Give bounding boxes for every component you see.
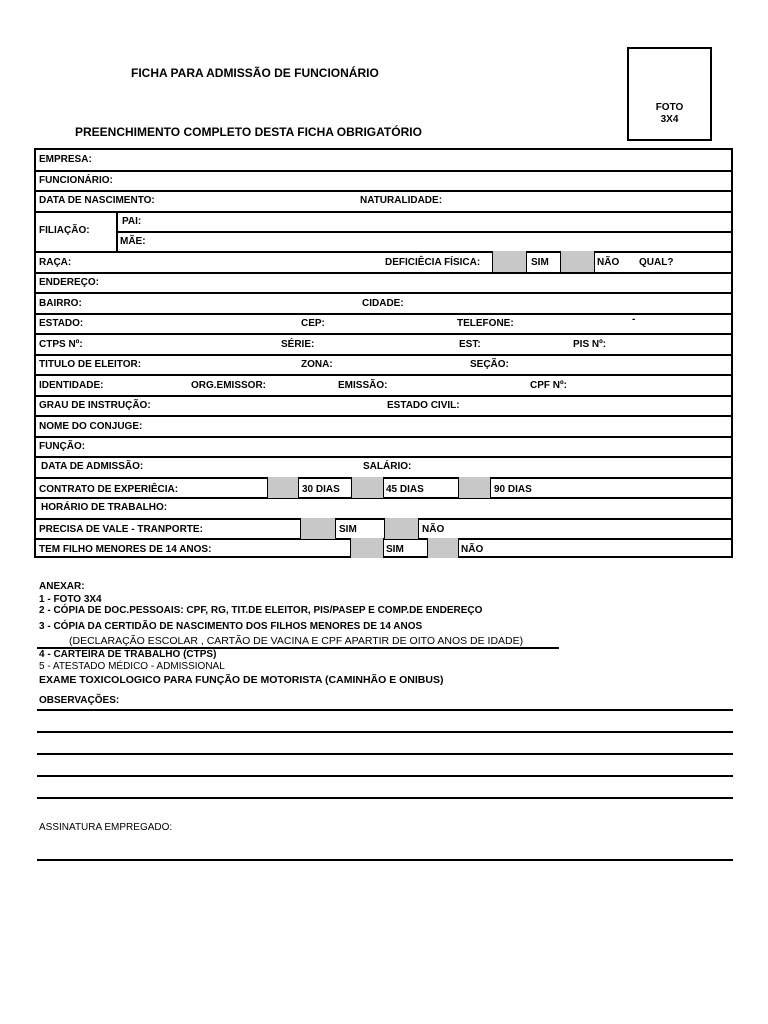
photo-size-label: 3X4 <box>660 114 679 125</box>
horario-label: HORÁRIO DE TRABALHO: <box>41 502 168 513</box>
observacoes-line[interactable] <box>37 775 733 777</box>
deficiencia-nao-checkbox[interactable] <box>560 251 595 272</box>
emissao-label: EMISSÃO: <box>338 380 388 391</box>
anexar-item: 4 - CARTEIRA DE TRABALHO (CTPS) <box>39 649 217 660</box>
contrato-45-checkbox[interactable] <box>351 477 384 498</box>
data-admissao-label: DATA DE ADMISSÃO: <box>41 461 144 472</box>
serie-label: SÉRIE: <box>281 339 315 350</box>
anexar-item: 1 - FOTO 3X4 <box>39 594 102 605</box>
observacoes-line[interactable] <box>37 731 733 733</box>
contrato-90-checkbox[interactable] <box>458 477 491 498</box>
anexar-item: 3 - CÓPIA DA CERTIDÃO DE NASCIMENTO DOS FILHOS MENORES DE 14 ANOS <box>39 621 423 632</box>
anexar-item: EXAME TOXICOLOGICO PARA FUNÇÃO DE MOTORISTA (CAMINHÃO E ONIBUS) <box>39 674 444 686</box>
zona-label: ZONA: <box>301 359 333 370</box>
filhos-sim-checkbox[interactable] <box>350 538 384 558</box>
observacoes-line[interactable] <box>37 797 733 799</box>
photo-box <box>627 47 712 141</box>
anexar-item-note: (DECLARAÇÃO ESCOLAR , CARTÃO DE VACINA E CPF APARTIR DE OITO ANOS DE IDADE) <box>69 635 524 647</box>
birth-date-label: DATA DE NASCIMENTO: <box>39 195 155 206</box>
contrato-90-label: 90 DIAS <box>494 484 532 495</box>
vale-nao-checkbox[interactable] <box>384 518 419 539</box>
bairro-label: BAIRRO: <box>39 298 82 309</box>
filhos-nao-checkbox[interactable] <box>427 538 459 558</box>
vale-sim-checkbox[interactable] <box>300 518 336 539</box>
funcionario-label: FUNCIONÁRIO: <box>39 175 113 186</box>
conjuge-label: NOME DO CONJUGE: <box>39 421 143 432</box>
telefone-dash: - <box>632 314 636 325</box>
contrato-30-label: 30 DIAS <box>302 484 340 495</box>
observacoes-line[interactable] <box>37 709 733 711</box>
salario-label: SALÁRIO: <box>363 461 412 472</box>
cidade-label: CIDADE: <box>362 298 404 309</box>
observacoes-line[interactable] <box>37 753 733 755</box>
observacoes-label: OBSERVAÇÕES: <box>39 695 120 706</box>
photo-label: FOTO <box>655 102 684 113</box>
assinatura-label: ASSINATURA EMPREGADO: <box>39 822 173 833</box>
endereco-label: ENDEREÇO: <box>39 277 100 288</box>
filhos-nao-label: NÃO <box>461 544 484 555</box>
raca-label: RAÇA: <box>39 257 72 268</box>
form-subtitle: PREENCHIMENTO COMPLETO DESTA FICHA OBRIGATÓRIO <box>75 125 422 139</box>
filhos-label: TEM FILHO MENORES DE 14 ANOS: <box>39 544 212 555</box>
funcao-label: FUNÇÃO: <box>39 441 86 452</box>
pis-label: PIS Nº: <box>573 339 607 350</box>
estado-civil-label: ESTADO CIVIL: <box>387 400 460 411</box>
filhos-sim-label: SIM <box>386 544 404 555</box>
deficiencia-nao-label: NÃO <box>597 257 620 268</box>
anexar-item: 5 - ATESTADO MÉDICO - ADMISSIONAL <box>39 661 225 672</box>
cpf-label: CPF Nº: <box>530 380 567 391</box>
pai-label: PAI: <box>122 216 142 227</box>
deficiencia-label: DEFICIÊCIA FÍSICA: <box>385 257 481 268</box>
identidade-label: IDENTIDADE: <box>39 380 104 391</box>
est-label: EST: <box>459 339 481 350</box>
estado-label: ESTADO: <box>39 318 84 329</box>
ctps-label: CTPS Nº: <box>39 339 83 350</box>
secao-label: SEÇÃO: <box>470 359 509 370</box>
form-title: FICHA PARA ADMISSÃO DE FUNCIONÁRIO <box>131 66 379 80</box>
mae-label: MÃE: <box>120 236 146 247</box>
signature-line[interactable] <box>37 859 733 861</box>
contrato-30-checkbox[interactable] <box>267 477 299 498</box>
admission-form-table <box>34 148 733 558</box>
filiacao-label: FILIAÇÃO: <box>39 225 90 236</box>
titulo-eleitor-label: TITULO DE ELEITOR: <box>39 359 142 370</box>
contrato-label: CONTRATO DE EXPERIÊCIA: <box>39 484 179 495</box>
deficiencia-qual-label: QUAL? <box>639 257 674 268</box>
contrato-45-label: 45 DIAS <box>386 484 424 495</box>
vale-transporte-label: PRECISA DE VALE - TRANPORTE: <box>39 524 203 535</box>
anexar-item: 2 - CÓPIA DE DOC.PESSOAIS: CPF, RG, TIT.DE ELEITOR, PIS/PASEP E COMP.DE ENDEREÇO <box>39 605 483 616</box>
vale-sim-label: SIM <box>339 524 357 535</box>
org-emissor-label: ORG.EMISSOR: <box>191 380 267 391</box>
anexar-title: ANEXAR: <box>39 581 85 592</box>
deficiencia-sim-checkbox[interactable] <box>492 251 527 272</box>
telefone-label: TELEFONE: <box>457 318 514 329</box>
cep-label: CEP: <box>301 318 325 329</box>
empresa-label: EMPRESA: <box>39 154 92 165</box>
deficiencia-sim-label: SIM <box>531 257 549 268</box>
grau-instrucao-label: GRAU DE INSTRUÇÃO: <box>39 400 151 411</box>
naturalidade-label: NATURALIDADE: <box>360 195 443 206</box>
vale-nao-label: NÃO <box>422 524 445 535</box>
